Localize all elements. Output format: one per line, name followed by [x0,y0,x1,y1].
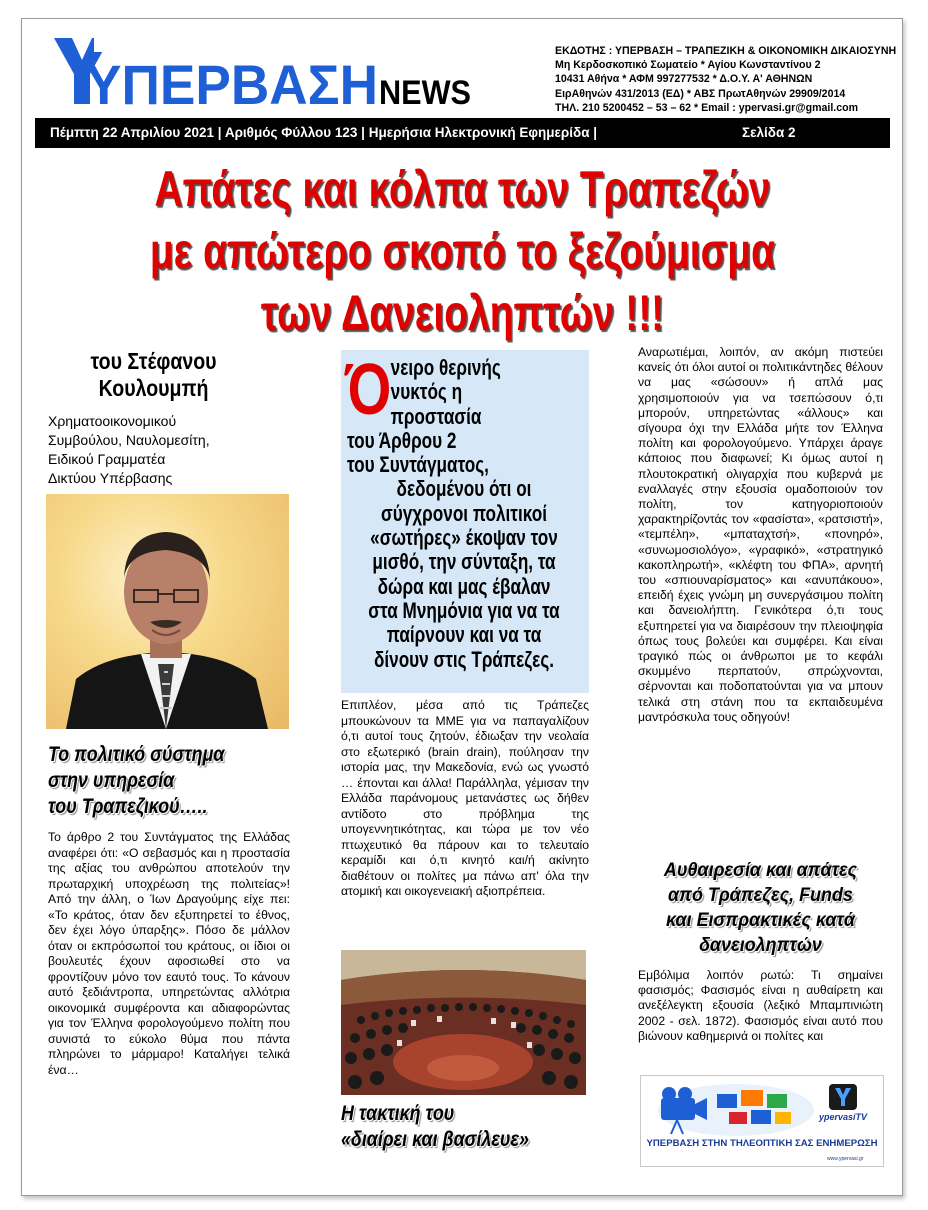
author-role-line: Συμβούλου, Ναυλομεσίτη, [48,432,210,448]
subhead-line: του Τραπεζικού….. [48,795,208,818]
author-role-line: Χρηματοοικονομικού [48,413,177,429]
quote-line: «σωτήρες» έκοψαν τον [370,525,558,551]
author-name [60,348,247,402]
col1-body-text: Το άρθρο 2 του Συντάγματος της Ελλάδας αναφέρει ότι: «Ο σεβασμός και η προστασία της αξίας του ανθρώπου αποτελούν την πρωταρχική υποχρέωση της πολιτείας»! Από την άλλη, ο Ίων Δραγούμης είχε πει: «Το κράτος, όταν δεν εξυπηρετεί το έθνος, δεν έχει λόγο ύπαρξης». Πόσο δε μάλλον όταν οι εκπρόσωποί του κράτους, οι ίδιοι οι βουλευτές έχουν αφοσιωθεί στο να φροντίζουν μόνο τον εαυτό τους. Το κάνουν αυτό ξεδιάντροπα, υπηρετώντας αλλότρια οικονομικά συμφέροντα και αδιαφορώντας για τον Έλληνα φορολογούμενο πολίτη που συνιστά το εύκολο θύμα που πάντα πληρώνει το μάρμαρο! Καταλήγει τελικά ένα… [48,830,290,1077]
subhead-line: «διαίρει και βασίλευε» [341,1128,529,1151]
quote-line: του Συντάγματος, [347,452,489,478]
quote-line: δίνουν στις Τράπεζες. [373,646,555,672]
tv-banner-caption: ΥΠΕΡΒΑΣΗ ΣΤΗΝ ΤΗΛΕΟΠΤΙΚΗ ΣΑΣ ΕΝΗΜΕΡΩΣΗ [646,1138,878,1149]
publisher-line: ΕιρΑθηνών 431/2013 (ΕΔ) * ΑΒΣ ΠρωτΑθηνών 29909/2014 [555,87,846,100]
author-role [48,412,288,488]
pull-quote-text [347,356,581,672]
publisher-line: ΤΗΛ. 210 5200452 – 53 – 62 * Email : ypervasi.gr@gmail.com [555,101,859,114]
author-role-line: Ειδικού Γραμματέα [48,451,166,467]
logo-sub-text: NEWS [379,74,471,112]
quote-line: δεδομένου ότι οι [396,476,532,502]
author-portrait-illustration [46,494,289,729]
subhead-line: Η τακτική του [341,1102,455,1125]
quote-line: παίρνουν και να τα [386,622,542,648]
publisher-info [555,44,897,115]
col3-subhead [648,858,873,958]
ypervasi-tv-banner[interactable] [640,1075,884,1167]
subhead-line: και Εισπρακτικές κατά [666,909,855,931]
publisher-line: 10431 Αθήνα * ΑΦΜ 997277532 * Δ.Ο.Υ. Α' ΑΘΗΝΩΝ [555,73,813,86]
headline-line: των Δανειοληπτών !!! [260,285,665,341]
tv-banner-url: www.ypervasi.gr [827,1156,864,1162]
quote-line: δώρα και μας έβαλαν [377,573,551,599]
publisher-line: ΕΚΔΟΤΗΣ : ΥΠΕΡΒΑΣΗ – ΤΡΑΠΕΖΙΚΗ & ΟΙΚΟΝΟΜΙΚΗ ΔΙΚΑΙΟΣΥΝΗ [555,45,897,57]
subhead-line: από Τράπεζες, Funds [668,884,853,906]
main-headline [129,158,796,344]
quote-line: στα Μνημόνια για να τα [368,597,560,623]
headline-line: Απάτες και κόλπα των Τραπεζών [154,161,771,217]
issue-bar [35,118,890,148]
author-name-line: Κουλουμπή [98,375,209,401]
parliament-illustration [341,950,586,1095]
quote-line: νυκτός η [390,379,463,405]
parliament-photo [341,950,586,1095]
col1-subhead [48,742,269,820]
headline-line: με απώτερο σκοπό το ξεζούμισμα [149,223,776,279]
quote-line: προστασία [390,403,482,429]
quote-dropcap: Ό [345,350,392,430]
issue-info: Πέμπτη 22 Απριλίου 2021 | Αριθμός Φύλλου 123 | Ημερήσια Ηλεκτρονική Εφημερίδα | [50,125,598,140]
subhead-line: Αυθαιρεσία και απάτες [663,859,858,881]
ypervasi-news-logo [34,38,474,118]
author-name-line: του Στέφανου [90,348,217,374]
ypervasi-tv-logo [829,1084,857,1110]
subhead-line: δανειοληπτών [699,934,822,956]
author-photo [46,494,289,729]
col3-body-text: Αναρωτιέμαι, λοιπόν, αν ακόμη πιστεύει κανείς ότι όλοι αυτοί οι πολιτικάντηδες θέλουν να μας «σώσουν» ή απλά μας χρησιμοποιούν για να τσεπώσουν ό,τι μπορούν, υπηρετώντας «άλλους» και σίγουρα όχι την Ελλάδα μήτε τον Έλληνα πολίτη και φορολογούμενο. Υπάρχει άραγε κάποιος που διαφωνεί; Κι όμως αυτοί η πλουτοκρατική ολιγαρχία που κυβερνά με εναλλαγές στην εξουσία ομαδοποιούν τον πολίτη, τον κατηγοριοποιούν χαρακτηρίζοντάς τον «φασίστα», «ρατσιστή», «τεμπέλη», «μπαταχτσή», «πονηρό», «συνωμοσιολόγο», «γραφικό», «στρατηγικό κακοπληρωτή», «κλέφτη του ΦΠΑ», αρνητή του «σπιουναρίσματος» και «ανυπάκουο», επειδή έχεις γνώμη μη συνεργάσιμου πολίτη και δανειολήπτη. Γενικότερα ό,τι τους εξυπηρετεί για να διαιρέσουν την πλειοψηφία όπως τους βολεύει και συμφέρει. Και είναι τραγικό πώς οι άνθρωποι με το κεφάλι σκυμμένο περπατούν, σπρώχνονται, σέρνονται και ποδοπατούνται για να μπουν τελικά στη στάνη που τα εκπαιδευμένα μαντρόσκυλα τους οδηγούν! [638,345,883,724]
col2-body-text: Επιπλέον, μέσα από τις Τράπεζες μπουκώνουν τα ΜΜΕ για να παπαγαλίζουν ό,τι αυτοί τους ζητούν, έδιωξαν την νεολαία στο εξωτερικό (brain drain), πούλησαν την ιστορία μας, την Μακεδονία, ενώ ως γνωστό … έπονται και άλλα! Παράλληλα, γέμισαν την Ελλάδα παράνομους μετανάστες ως δήθεν αντίδοτο στο πρόβλημα της υπογεννητικότητας, και τώρα με τον νέο πτωχευτικό θα πάρουν και το τελευταίο κεραμίδι και ό,τι κινητό και/ή ακίνητο διαθέτουν οι πολίτες μα πάνω απ' όλα την ατομική και οικογενειακή αξιοπρέπεια. [341,698,589,898]
subhead-line: στην υπηρεσία [48,769,175,792]
subhead-line: Το πολιτικό σύστημα [48,743,225,766]
tv-label: ypervasiTV [819,1112,868,1122]
quote-line: μισθό, την σύνταξη, τα [372,549,556,575]
col2-subhead [341,1101,562,1153]
quote-line: σύγχρονοι πολιτικοί [381,500,547,526]
logo-main-text: ΥΠΕΡΒΑΣΗ [86,53,378,116]
col3-body-text-2: Εμβόλιμα λοιπόν ρωτώ: Τι σημαίνει φασισμός; Φασισμός είναι η αυθαίρετη και ανεξέλεγκτη εξουσία (λεξικό Μπαμπινιώτη 2002 - σελ. 1872). Φασισμός είναι αυτό που βιώνουν καθημερινά οι πολίτες και [638,968,883,1043]
quote-line: του Άρθρου 2 [347,427,457,453]
author-role-line: Δικτύου Υπέρβασης [48,470,173,486]
quote-line: νειρο θερινής [390,355,501,380]
page-number: Σελίδα 2 [742,125,796,140]
pull-quote-box [341,350,589,693]
publisher-line: Μη Κερδοσκοπικό Σωματείο * Αγίου Κωνσταντίνου 2 [555,59,821,72]
